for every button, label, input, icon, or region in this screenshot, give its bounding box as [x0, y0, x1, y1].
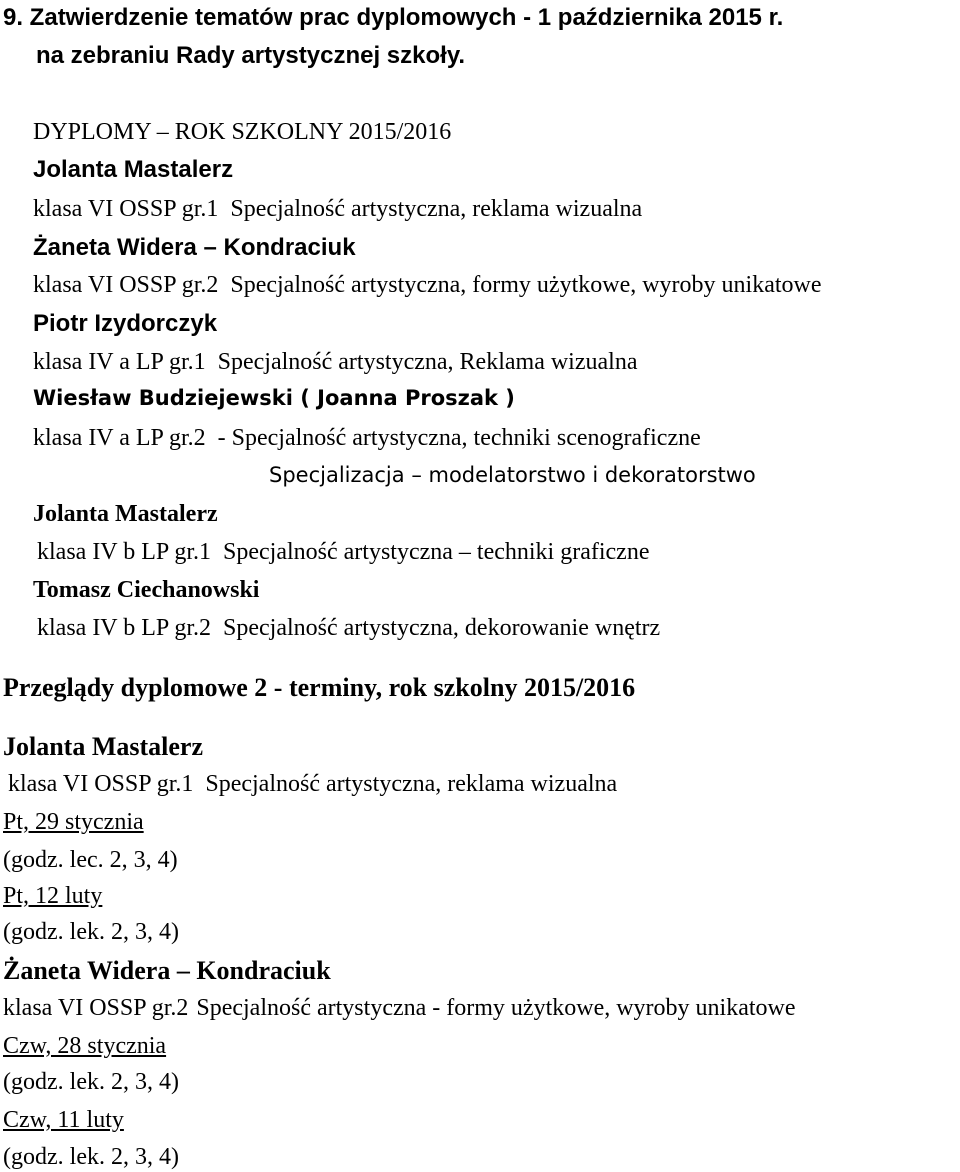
reviews-heading: Przeglądy dyplomowe 2 - terminy, rok szkolny 2015/2016 — [3, 673, 636, 702]
diploma-specialty: Specjalność artystyczna, Reklama wizualna — [217, 349, 638, 375]
review-specialty: Specjalność artystyczna - formy użytkowe, wyroby unikatowe — [196, 995, 796, 1021]
review-class-line — [3, 996, 796, 1020]
diploma-teacher: Piotr Izydorczyk — [33, 310, 218, 337]
diploma-specialization: Specjalizacja – modelatorstwo i dekoratorstwo — [269, 463, 756, 487]
review-specialty: Specjalność artystyczna, reklama wizualna — [205, 771, 618, 797]
diploma-specialty: Specjalność artystyczna, reklama wizualna — [230, 196, 643, 222]
review-hours: (godz. lec. 2, 3, 4) — [3, 847, 178, 873]
diploma-teacher: Żaneta Widera – Kondraciuk — [33, 234, 356, 261]
diploma-specialty: - Specjalność artystyczna, techniki scenograficzne — [217, 425, 701, 451]
diploma-class: klasa IV a LP gr.2 — [33, 425, 206, 451]
diploma-class-line — [37, 540, 649, 564]
diploma-teacher: Jolanta Mastalerz — [33, 156, 234, 183]
review-date: Pt, 29 stycznia — [3, 809, 144, 835]
diploma-teacher: Jolanta Mastalerz — [33, 501, 218, 527]
diploma-class-line — [33, 350, 637, 374]
diploma-class-line — [33, 426, 701, 450]
diploma-specialty: Specjalność artystyczna, formy użytkowe, wyroby unikatowe — [230, 272, 822, 298]
diploma-class: klasa IV b LP gr.1 — [37, 539, 211, 565]
review-date: Pt, 12 luty — [3, 883, 103, 909]
review-class-line — [8, 772, 617, 796]
section-heading-line2: na zebraniu Rady artystycznej szkoły. — [36, 42, 466, 69]
diploma-class-line — [33, 273, 822, 297]
diplomas-heading: DYPLOMY – ROK SZKOLNY 2015/2016 — [33, 119, 452, 145]
review-teacher: Żaneta Widera – Kondraciuk — [3, 956, 331, 985]
diploma-specialty: Specjalność artystyczna, dekorowanie wnętrz — [223, 615, 661, 641]
review-teacher: Jolanta Mastalerz — [3, 732, 204, 761]
diploma-class-line — [33, 197, 642, 221]
diploma-teacher: Tomasz Ciechanowski — [33, 577, 260, 603]
diploma-class: klasa VI OSSP gr.1 — [33, 196, 219, 222]
diploma-class-line — [37, 616, 660, 640]
diploma-class: klasa IV b LP gr.2 — [37, 615, 211, 641]
diploma-teacher: Wiesław Budziejewski ( Joanna Proszak ) — [33, 386, 515, 410]
diploma-class: klasa VI OSSP gr.2 — [33, 272, 219, 298]
diploma-class: klasa IV a LP gr.1 — [33, 349, 206, 375]
diploma-specialty: Specjalność artystyczna – techniki graficzne — [223, 539, 650, 565]
review-hours: (godz. lek. 2, 3, 4) — [3, 1144, 179, 1170]
review-class: klasa VI OSSP gr.2 — [3, 995, 189, 1021]
review-hours: (godz. lek. 2, 3, 4) — [3, 919, 179, 945]
section-heading-line1: 9. Zatwierdzenie tematów prac dyplomowych - 1 października 2015 r. — [3, 4, 784, 31]
review-date: Czw, 28 stycznia — [3, 1033, 167, 1059]
review-hours: (godz. lek. 2, 3, 4) — [3, 1069, 179, 1095]
review-class: klasa VI OSSP gr.1 — [8, 771, 194, 797]
review-date: Czw, 11 luty — [3, 1107, 124, 1133]
